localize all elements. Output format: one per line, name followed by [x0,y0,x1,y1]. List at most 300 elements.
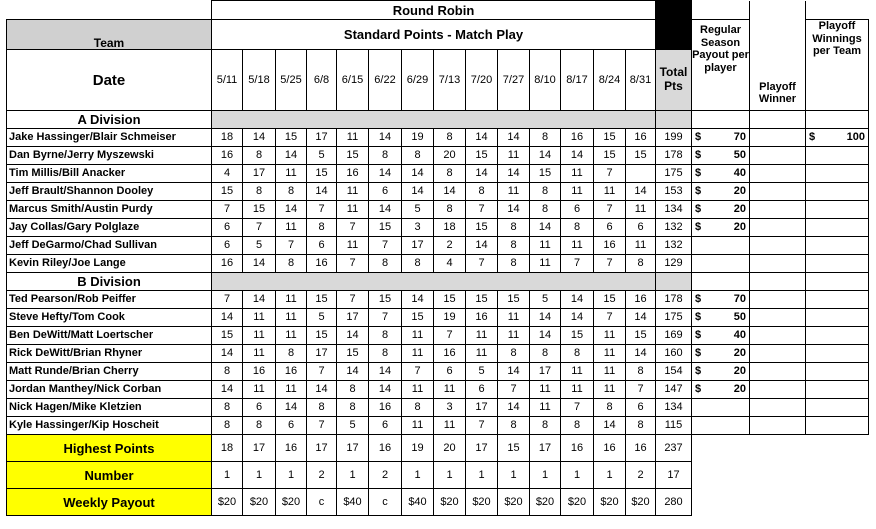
playoff-winner-cell [750,183,806,201]
blank-cell [750,462,806,489]
score-cell: 14 [498,165,530,183]
team-row [7,327,869,345]
score-cell: 15 [369,219,402,237]
score-cell: 6 [212,219,243,237]
blank-cell [806,1,869,20]
score-cell [626,165,656,183]
summary-row [7,462,869,489]
date-header: 6/15 [337,50,369,111]
score-cell: 11 [561,183,594,201]
score-cell: 8 [561,417,594,435]
playoff-winner-cell [750,291,806,309]
score-cell: 6 [626,219,656,237]
playoff-winner-cell [750,147,806,165]
score-cell: 16 [561,129,594,147]
score-cell: 15 [307,327,337,345]
score-cell: 11 [466,327,498,345]
score-cell: 8 [212,363,243,381]
blank-cell [806,489,869,516]
score-cell: 11 [434,417,466,435]
score-cell: 6 [307,237,337,255]
summary-value: 1 [498,462,530,489]
payout-cell [806,237,869,255]
score-cell: 8 [276,345,307,363]
payout-cell [806,183,869,201]
summary-value: 2 [307,462,337,489]
score-cell: 15 [276,129,307,147]
score-cell: 15 [530,165,561,183]
team-name: Tim Millis/Bill Anacker [7,165,212,183]
date-header: 5/18 [243,50,276,111]
score-cell: 6 [276,417,307,435]
score-cell: 2 [434,237,466,255]
score-cell: 17 [243,165,276,183]
score-cell: 16 [626,291,656,309]
score-cell: 11 [276,291,307,309]
score-cell: 8 [402,255,434,273]
payout-cell [806,219,869,237]
score-cell: 19 [434,309,466,327]
playoff-winner-cell [750,165,806,183]
team-row [7,219,869,237]
total-cell: 160 [656,345,692,363]
score-cell: 16 [434,345,466,363]
score-cell: 8 [466,183,498,201]
total-cell: 134 [656,399,692,417]
standard-points-title: Standard Points - Match Play [212,20,656,50]
score-cell: 15 [402,309,434,327]
summary-value: 16 [594,435,626,462]
score-cell: 8 [434,129,466,147]
summary-value: 2 [369,462,402,489]
payout-cell [692,201,750,219]
score-cell: 8 [498,417,530,435]
summary-value: 17 [243,435,276,462]
division-gray-bar [212,273,656,291]
score-cell: 14 [594,417,626,435]
score-cell: 5 [530,291,561,309]
total-cell: 153 [656,183,692,201]
score-cell: 11 [561,363,594,381]
score-cell: 14 [498,399,530,417]
score-cell: 7 [466,255,498,273]
score-cell: 16 [243,363,276,381]
score-cell: 11 [561,237,594,255]
score-cell: 14 [530,219,561,237]
score-cell: 14 [337,363,369,381]
score-cell: 11 [402,381,434,399]
score-cell: 8 [498,255,530,273]
regular-payout-header: Regular Season Payout per player [692,20,750,111]
playoff-winner-cell [750,363,806,381]
score-cell: 14 [307,183,337,201]
payout-cell [806,291,869,309]
score-cell: 6 [561,201,594,219]
score-cell: 14 [530,327,561,345]
score-cell: 11 [561,381,594,399]
score-cell: 14 [369,165,402,183]
total-pts-header: Total Pts [656,50,692,111]
division-gray-bar [656,273,692,291]
score-cell: 11 [276,165,307,183]
team-name: Jake Hassinger/Blair Schmeiser [7,129,212,147]
summary-value: 1 [212,462,243,489]
score-cell: 15 [337,345,369,363]
summary-value: 16 [561,435,594,462]
score-cell: 15 [337,147,369,165]
score-cell: 17 [530,363,561,381]
score-cell: 14 [369,201,402,219]
team-row [7,201,869,219]
score-cell: 6 [466,381,498,399]
total-cell: 175 [656,165,692,183]
playoff-winner-cell [750,345,806,363]
score-cell: 14 [402,183,434,201]
score-cell: 11 [594,345,626,363]
summary-row [7,435,869,462]
score-cell: 11 [402,417,434,435]
summary-value: $20 [561,489,594,516]
summary-value: 17 [337,435,369,462]
summary-value: 1 [243,462,276,489]
playoff-winnings-header: Playoff Winnings per Team [806,20,869,111]
score-cell: 18 [212,129,243,147]
division-gray-bar [212,111,656,129]
score-cell: 8 [530,417,561,435]
blank-cell [692,462,750,489]
blank-cell [692,1,750,20]
score-cell: 8 [337,399,369,417]
score-cell: 5 [307,309,337,327]
score-cell: 8 [337,381,369,399]
blank-cell [692,435,750,462]
summary-value: $20 [243,489,276,516]
currency-symbol: $ [695,203,702,215]
score-cell: 14 [307,381,337,399]
score-cell: 7 [626,381,656,399]
score-cell: 16 [276,363,307,381]
date-header: 6/8 [307,50,337,111]
score-cell: 6 [369,417,402,435]
team-name: Kyle Hassinger/Kip Hoscheit [7,417,212,435]
score-cell: 7 [369,237,402,255]
score-cell: 7 [307,363,337,381]
team-name: Matt Runde/Brian Cherry [7,363,212,381]
score-cell: 14 [466,129,498,147]
payout-cell [692,327,750,345]
summary-value: 20 [434,435,466,462]
score-cell: 7 [337,255,369,273]
score-cell: 8 [434,165,466,183]
summary-row [7,489,869,516]
date-header: 5/25 [276,50,307,111]
score-cell: 15 [626,147,656,165]
score-cell: 8 [243,147,276,165]
score-cell: 14 [561,309,594,327]
currency-symbol: $ [695,365,702,377]
score-cell: 7 [466,417,498,435]
payout-cell [692,345,750,363]
payout-amount: 20 [733,347,746,359]
blank-cell [806,435,869,462]
score-cell: 11 [402,327,434,345]
score-cell: 7 [466,201,498,219]
score-cell: 11 [530,381,561,399]
team-row [7,381,869,399]
currency-symbol: $ [695,167,702,179]
team-row [7,417,869,435]
summary-value: $20 [498,489,530,516]
payout-amount: 100 [846,131,865,143]
score-cell: 8 [276,255,307,273]
date-header: 7/13 [434,50,466,111]
score-cell: 14 [434,183,466,201]
payout-cell [806,417,869,435]
summary-total: 280 [656,489,692,516]
playoff-winner-cell [750,201,806,219]
summary-value: $20 [466,489,498,516]
team-name: Jay Collas/Gary Polglaze [7,219,212,237]
score-cell: 7 [402,363,434,381]
summary-total: 17 [656,462,692,489]
summary-value: $20 [276,489,307,516]
score-cell: 5 [466,363,498,381]
score-cell: 15 [594,147,626,165]
payout-amount: 70 [733,131,746,143]
payout-amount: 50 [733,149,746,161]
round-robin-title: Round Robin [212,1,656,20]
score-cell: 7 [594,309,626,327]
score-cell: 11 [498,309,530,327]
score-cell: 6 [434,363,466,381]
score-cell: 7 [594,255,626,273]
score-cell: 11 [276,309,307,327]
payout-amount: 70 [733,293,746,305]
team-row [7,129,869,147]
score-cell: 8 [434,201,466,219]
score-cell: 11 [337,183,369,201]
payout-cell [806,201,869,219]
score-cell: 8 [626,417,656,435]
payout-amount: 20 [733,365,746,377]
score-cell: 7 [212,201,243,219]
playoff-winner-cell [750,417,806,435]
payout-cell [692,183,750,201]
summary-value: 1 [276,462,307,489]
score-cell: 14 [212,345,243,363]
score-cell: 8 [530,129,561,147]
team-row [7,363,869,381]
team-row [7,255,869,273]
score-cell: 7 [276,237,307,255]
blank-cell [750,489,806,516]
score-cell: 14 [369,129,402,147]
score-cell: 11 [276,381,307,399]
score-cell: 11 [561,165,594,183]
score-cell: 8 [212,417,243,435]
score-cell: 11 [243,345,276,363]
summary-value: c [307,489,337,516]
score-cell: 11 [337,201,369,219]
score-cell: 6 [243,399,276,417]
summary-value: $20 [434,489,466,516]
score-cell: 16 [594,237,626,255]
score-cell: 8 [594,399,626,417]
currency-symbol: $ [695,149,702,161]
blank-cell [806,111,869,129]
standings-table [6,0,869,516]
score-cell: 14 [369,381,402,399]
total-cell: 199 [656,129,692,147]
summary-value: $20 [626,489,656,516]
score-cell: 11 [498,147,530,165]
score-cell: 14 [626,345,656,363]
score-cell: 5 [307,147,337,165]
score-cell: 11 [594,327,626,345]
score-cell: 4 [212,165,243,183]
blank-cell [750,111,806,129]
score-cell: 11 [626,237,656,255]
score-cell: 6 [594,219,626,237]
blank-cell [750,273,806,291]
score-cell: 11 [402,345,434,363]
score-cell: 5 [243,237,276,255]
total-cell: 132 [656,219,692,237]
score-cell: 7 [434,327,466,345]
blank-cell [692,273,750,291]
blank-cell [7,1,212,20]
summary-value: 1 [561,462,594,489]
currency-symbol: $ [695,293,702,305]
score-cell: 8 [276,183,307,201]
playoff-winner-cell [750,255,806,273]
date-header: 5/11 [212,50,243,111]
currency-symbol: $ [695,383,702,395]
payout-cell [806,147,869,165]
date-header: 7/20 [466,50,498,111]
team-name: Ben DeWitt/Matt Loertscher [7,327,212,345]
division-name: B Division [7,273,212,291]
summary-label: Number [7,462,212,489]
score-cell: 7 [369,309,402,327]
playoff-winner-cell [750,381,806,399]
score-cell: 8 [369,147,402,165]
summary-value: $40 [337,489,369,516]
summary-value: 17 [466,435,498,462]
total-cell: 178 [656,147,692,165]
score-cell: 3 [402,219,434,237]
date-header: 7/27 [498,50,530,111]
score-cell: 15 [369,291,402,309]
score-cell: 8 [307,219,337,237]
score-cell: 5 [402,201,434,219]
date-header: 6/22 [369,50,402,111]
payout-cell [692,165,750,183]
payout-cell [692,129,750,147]
payout-cell [692,309,750,327]
currency-symbol: $ [809,131,816,143]
payout-amount: 20 [733,203,746,215]
team-name: Steve Hefty/Tom Cook [7,309,212,327]
summary-value: 16 [369,435,402,462]
summary-value: 16 [276,435,307,462]
currency-symbol: $ [695,347,702,359]
team-name: Jeff DeGarmo/Chad Sullivan [7,237,212,255]
payout-cell [806,309,869,327]
payout-cell [692,399,750,417]
score-cell: 15 [561,327,594,345]
team-row [7,183,869,201]
playoff-winner-header: Playoff Winner [750,20,806,111]
team-row [7,399,869,417]
payout-cell [692,147,750,165]
score-cell: 14 [402,291,434,309]
score-cell: 8 [626,363,656,381]
score-cell: 11 [337,237,369,255]
summary-value: 1 [434,462,466,489]
score-cell: 16 [212,255,243,273]
score-cell: 8 [369,327,402,345]
summary-value: 1 [594,462,626,489]
blank-cell [806,273,869,291]
score-cell: 8 [402,147,434,165]
score-cell: 14 [243,291,276,309]
score-cell: 17 [466,399,498,417]
playoff-winner-cell [750,327,806,345]
summary-value: 19 [402,435,434,462]
score-cell: 15 [243,201,276,219]
total-cell: 178 [656,291,692,309]
score-cell: 14 [626,309,656,327]
blank-cell [750,1,806,20]
total-cell: 154 [656,363,692,381]
playoff-winner-cell [750,219,806,237]
score-cell: 11 [466,345,498,363]
score-cell: 15 [466,219,498,237]
score-cell: 20 [434,147,466,165]
score-cell: 14 [498,129,530,147]
payout-cell [692,255,750,273]
summary-value: 16 [626,435,656,462]
team-name: Nick Hagen/Mike Kletzien [7,399,212,417]
score-cell: 16 [626,129,656,147]
score-cell: 14 [337,327,369,345]
score-cell: 14 [276,399,307,417]
score-cell: 7 [212,291,243,309]
score-cell: 14 [530,309,561,327]
score-cell: 14 [369,363,402,381]
score-cell: 3 [434,399,466,417]
score-cell: 8 [530,201,561,219]
score-cell: 7 [337,291,369,309]
score-cell: 8 [626,255,656,273]
score-cell: 14 [243,129,276,147]
score-cell: 17 [307,129,337,147]
score-cell: 7 [594,165,626,183]
team-row [7,237,869,255]
score-cell: 8 [498,219,530,237]
summary-value: 15 [498,435,530,462]
summary-label: Highest Points [7,435,212,462]
currency-symbol: $ [695,185,702,197]
division-header-row [7,273,869,291]
summary-value: 17 [307,435,337,462]
score-cell: 14 [466,237,498,255]
payout-cell [692,219,750,237]
date-header: 8/10 [530,50,561,111]
blank-cell [750,435,806,462]
score-cell: 14 [561,291,594,309]
